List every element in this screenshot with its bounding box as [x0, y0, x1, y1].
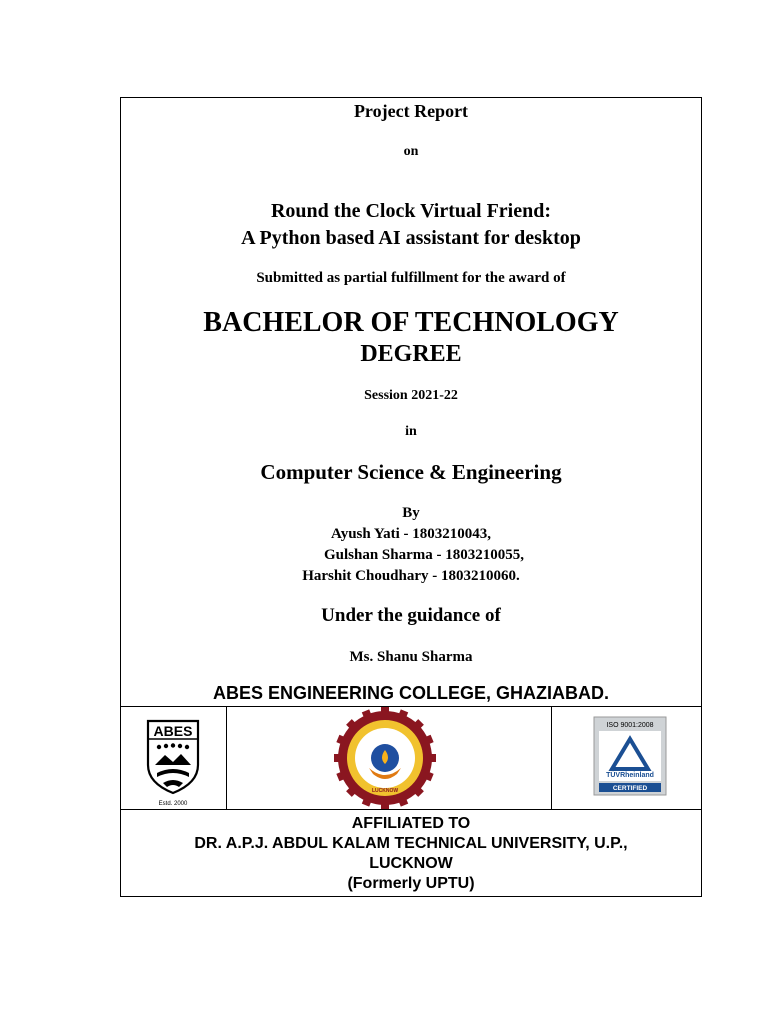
affiliated-to-text: AFFILIATED TO — [351, 815, 471, 832]
university-logo-cell — [227, 707, 552, 809]
author-3: Harshit Choudhary - 1803210060. — [302, 568, 520, 584]
iso-text: ISO 9001:2008 — [606, 722, 654, 729]
abes-logo-text: ABES — [153, 723, 193, 739]
iso-logo-cell — [552, 707, 701, 809]
session-text: Session 2021-22 — [364, 388, 458, 403]
university-city-text: LUCKNOW — [369, 855, 453, 872]
project-title-line1: Round the Clock Virtual Friend: — [270, 200, 552, 222]
university-seal-text: LUCKNOW — [371, 788, 399, 794]
university-name-text: DR. A.P.J. ABDUL KALAM TECHNICAL UNIVERSITY, U.P., — [194, 835, 628, 852]
college-name: ABES ENGINEERING COLLEGE, GHAZIABAD. — [212, 683, 610, 703]
by-text: By — [402, 505, 420, 521]
degree-line2: DEGREE — [360, 341, 462, 367]
logo-row — [121, 706, 701, 810]
submitted-text: Submitted as partial fulfillment for the award of — [256, 270, 566, 286]
certified-text: CERTIFIED — [612, 785, 648, 792]
affiliation-section — [121, 810, 701, 896]
iso-certified-logo — [552, 707, 701, 809]
formerly-text: (Formerly UPTU) — [347, 875, 475, 892]
guide-name: Ms. Shanu Sharma — [349, 649, 473, 665]
abes-est-text: Estd. 2000 — [158, 801, 188, 807]
author-1: Ayush Yati - 1803210043, — [330, 526, 491, 542]
cover-page-frame — [120, 97, 702, 897]
author-2: Gulshan Sharma - 1803210055, — [323, 547, 525, 563]
cover-main-section — [121, 98, 701, 706]
in-text: in — [405, 424, 417, 439]
abes-logo-cell — [121, 707, 227, 809]
guidance-label: Under the guidance of — [321, 605, 501, 626]
report-heading: Project Report — [353, 101, 469, 121]
project-title-line2: A Python based AI assistant for desktop — [241, 227, 581, 249]
abes-logo — [121, 707, 227, 809]
tuv-text: TÜVRheinland — [606, 772, 654, 779]
degree-line1: BACHELOR OF TECHNOLOGY — [203, 307, 619, 338]
on-text: on — [403, 144, 419, 159]
university-seal — [227, 707, 550, 809]
department-text: Computer Science & Engineering — [260, 460, 562, 484]
